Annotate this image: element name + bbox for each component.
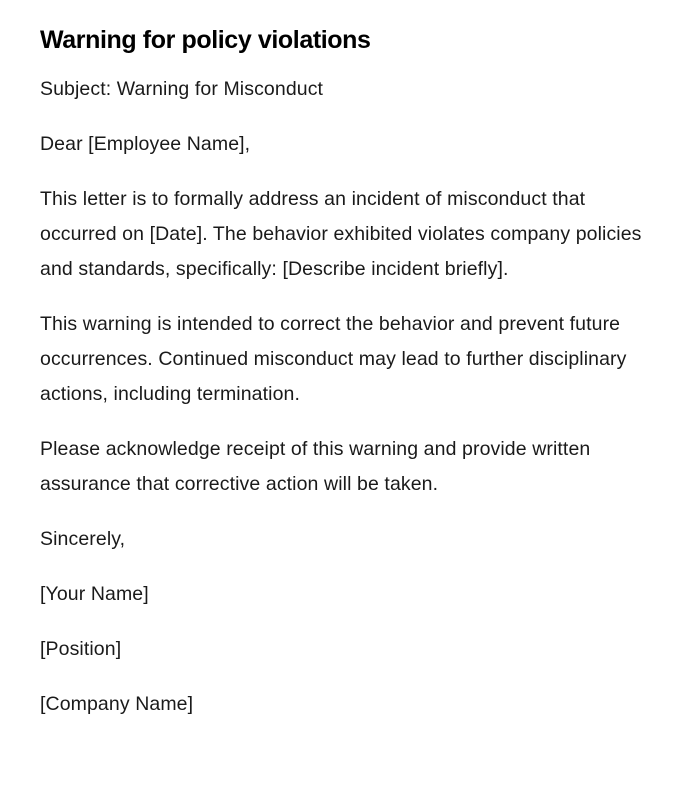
body-paragraph-incident: This letter is to formally address an incident of misconduct that occurred on [Date]. The behavior exhibited violates company policies and standards, specifically: [Describe incident briefly]. bbox=[40, 188, 642, 280]
greeting: Dear [Employee Name], bbox=[40, 133, 251, 155]
body-paragraph-consequences: This warning is intended to correct the behavior and prevent future occurrences. Continued misconduct may lead to further disciplinary actions, including termination. bbox=[40, 313, 627, 405]
closing: Sincerely, bbox=[40, 528, 126, 550]
letter-document bbox=[40, 22, 660, 742]
subject-line: Subject: Warning for Misconduct bbox=[40, 78, 324, 100]
signature-company: [Company Name] bbox=[40, 693, 194, 715]
signature-name: [Your Name] bbox=[40, 583, 149, 605]
document-title: Warning for policy violations bbox=[40, 26, 371, 54]
body-paragraph-acknowledgement: Please acknowledge receipt of this warning and provide written assurance that corrective action will be taken. bbox=[40, 438, 591, 495]
signature-position: [Position] bbox=[40, 638, 122, 660]
